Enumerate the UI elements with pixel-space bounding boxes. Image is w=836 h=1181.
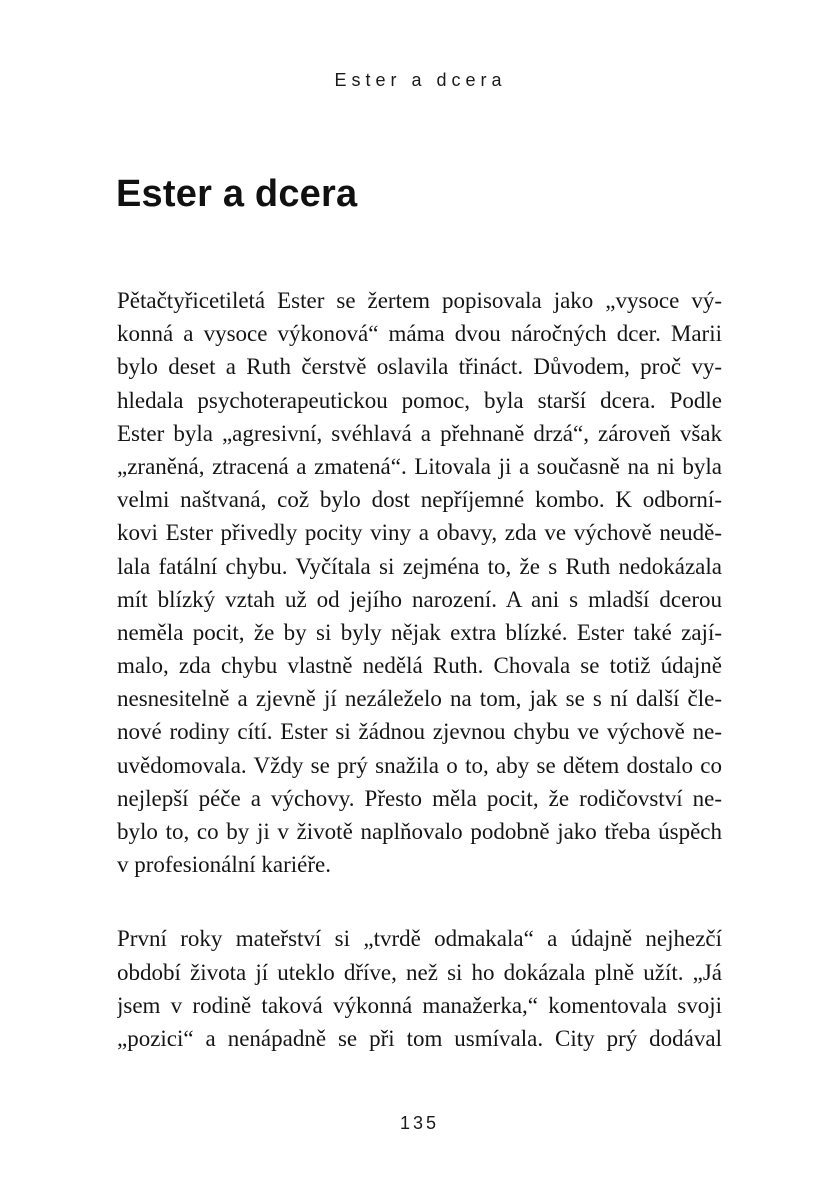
paragraph-line: bylo to, co by ji v životě naplňovalo podobně jako třeba úspěch bbox=[117, 819, 722, 844]
body-paragraph bbox=[117, 922, 722, 1055]
paragraph-line: nesnesitelně a zjevně jí nezáleželo na tom, jak se s ní další čle- bbox=[117, 686, 722, 712]
paragraph-line: v profesionální kariéře. bbox=[117, 852, 331, 878]
paragraph-line: období života jí uteklo dříve, než si ho dokázala plně užít. „Já bbox=[117, 959, 722, 985]
paragraph-line: Ester byla „agresivní, svéhlavá a přehnaně drzá“, zároveň však bbox=[117, 420, 722, 446]
paragraph-line: nejlepší péče a výchovy. Přesto měla pocit, že rodičovství ne- bbox=[117, 785, 722, 811]
paragraph-line: nové rodiny cítí. Ester si žádnou zjevnou chybu ve výchově ne- bbox=[117, 719, 722, 745]
paragraph-line: jsem v rodině taková výkonná manažerka,“ komentovala svoji bbox=[117, 992, 722, 1018]
paragraph-line: První roky mateřství si „tvrdě odmakala“ a údajně nejhezčí bbox=[117, 926, 722, 952]
paragraph-line: malo, zda chybu vlastně nedělá Ruth. Chovala se totiž údajně bbox=[117, 653, 722, 679]
paragraph-line: hledala psychoterapeutickou pomoc, byla starší dcera. Podle bbox=[117, 387, 722, 413]
paragraph-line: „zraněná, ztracená a zmatená“. Litovala ji a současně na ni byla bbox=[117, 453, 722, 479]
chapter-title: Ester a dcera bbox=[116, 173, 358, 215]
body-text bbox=[117, 284, 722, 1055]
paragraph-line: bylo deset a Ruth čerstvě oslavila třináct. Důvodem, proč vy- bbox=[117, 354, 722, 380]
paragraph-line: mít blízký vztah už od jejího narození. A ani s mladší dcerou bbox=[117, 586, 722, 612]
paragraph-line: „pozici“ a nenápadně se při tom usmívala. City prý dodával bbox=[117, 1025, 722, 1051]
paragraph-line: uvědomovala. Vždy se prý snažila o to, aby se dětem dostalo co bbox=[117, 752, 722, 778]
paragraph-line: neměla pocit, že by si byly nějak extra blízké. Ester také zají- bbox=[117, 619, 722, 645]
paragraph-line: velmi naštvaná, což bylo dost nepříjemné kombo. K odborní- bbox=[117, 487, 722, 513]
page-number: 135 bbox=[399, 1113, 440, 1133]
paragraph-line: konná a vysoce výkonová“ máma dvou náročných dcer. Marii bbox=[117, 321, 722, 347]
paragraph-line: kovi Ester přivedly pocity viny a obavy, zda ve výchově neudě- bbox=[117, 520, 722, 546]
paragraph-line: Pětačtyřicetiletá Ester se žertem popisovala jako „vysoce vý- bbox=[117, 288, 722, 313]
paragraph-line: lala fatální chybu. Vyčítala si zejména to, že s Ruth nedokázala bbox=[117, 553, 722, 579]
running-header: Ester a dcera bbox=[334, 70, 507, 90]
body-paragraph bbox=[117, 284, 722, 881]
